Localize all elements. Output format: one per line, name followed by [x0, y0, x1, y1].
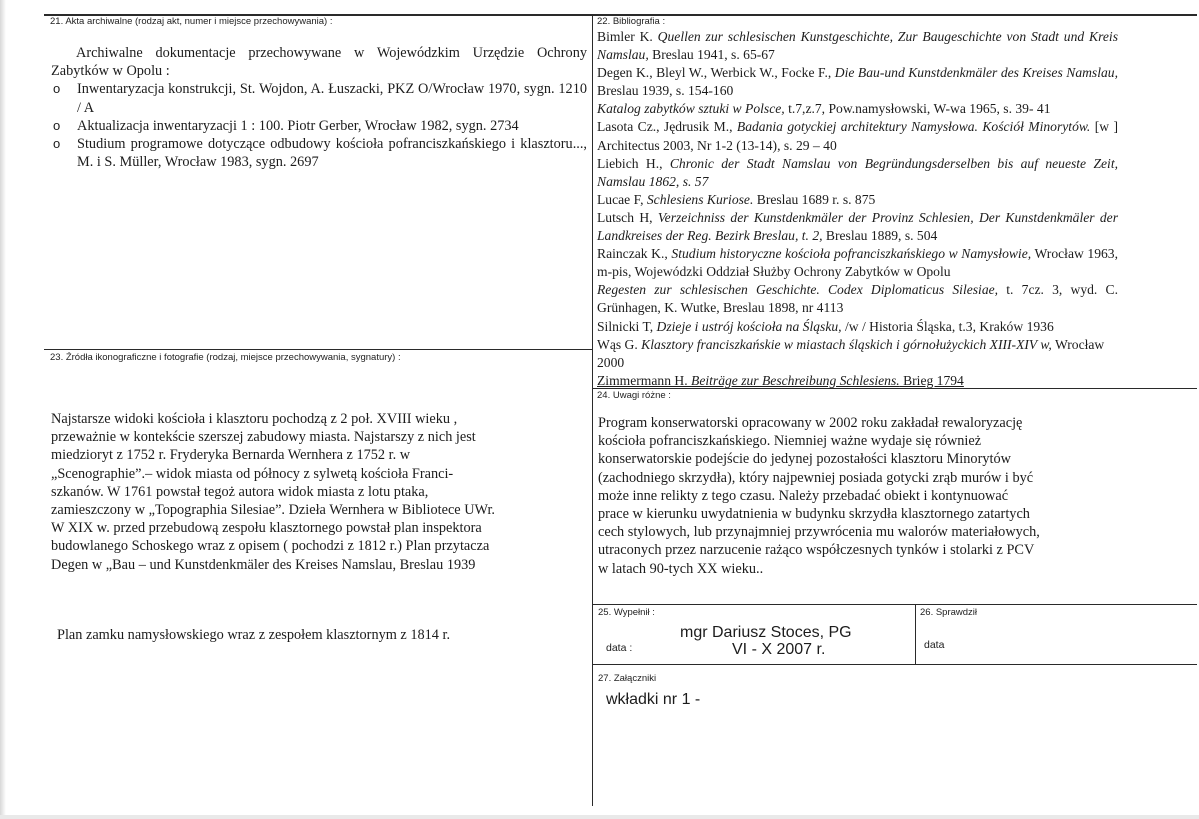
bib-rest: Breslau 1889, s. 504: [822, 228, 938, 244]
bibliography-entry: [597, 318, 1118, 336]
text-line: szkanów. W 1761 powstał tegoż autora widok miasta z lotu ptaka,: [51, 483, 429, 500]
section-25-label: 25. Wypełnił :: [598, 607, 655, 618]
bib-title: Regesten zur schlesischen Geschichte. Codex Diplomaticus Silesiae,: [597, 282, 999, 298]
section-22-label: 22. Bibliografia :: [597, 16, 666, 27]
bib-author: Lucae F,: [597, 191, 647, 207]
text-line: budowlanego Schoskego wraz z opisem ( pochodzi z 1812 r.) Plan przytacza: [51, 538, 490, 555]
bibliography-entry: [597, 209, 1118, 245]
archive-item-text: Aktualizacja inwentaryzacji 1 : 100. Piotr Gerber, Wrocław 1982, sygn. 2734: [77, 117, 519, 134]
bib-title: Quellen zur schlesischen Kunstgeschichte, Zur Baugeschichte von Stadt und Kreis Namslau,: [597, 29, 1118, 63]
section-26-label: 26. Sprawdził: [920, 607, 978, 618]
bib-rest: Wrocław 2000: [597, 336, 1105, 370]
bibliography-entry: [597, 245, 1118, 281]
text-line: Najstarsze widoki kościoła i klasztoru pochodzą z 2 poł. XVIII wieku ,: [51, 411, 458, 427]
bib-author: Degen K., Bleyl W., Werbick W., Focke F.,: [597, 65, 835, 81]
text-line: w latach 90-tych XX wieku..: [598, 560, 764, 577]
bibliography-entry: [597, 118, 1118, 154]
bib-title: Die Bau-und Kunstdenkmäler des Kreises Namslau,: [834, 65, 1118, 81]
bib-rest: Breslau 1689 r. s. 875: [753, 191, 876, 207]
text-line: „Scenographie”.– widok miasta od północy z sylwetą kościoła Franci-: [51, 465, 454, 482]
bib-rest: Brieg 1794: [899, 372, 964, 388]
bib-rest: Breslau 1941, s. 65-67: [648, 47, 775, 63]
bullet-marker: o: [53, 117, 61, 133]
bib-author: Wąs G.: [597, 336, 642, 352]
filled-by-date-label: data :: [606, 642, 633, 654]
bibliography-entry: [597, 191, 1118, 209]
divider-25-27: [593, 664, 1197, 665]
bibliography-list: [597, 28, 1118, 390]
section-21-label: 21. Akta archiwalne (rodzaj akt, numer i miejsce przechowywania) :: [50, 16, 333, 27]
attachments-value: wkładki nr 1 -: [606, 691, 701, 708]
divider-24-25: [593, 604, 1197, 605]
bib-title: Dzieje i ustrój kościoła na Śląsku,: [656, 318, 842, 334]
section-23-label: 23. Źródła ikonograficzne i fotografie (rodzaj, miejsce przechowywania, sygnatury) :: [50, 352, 401, 363]
bibliography-entry: [597, 28, 1118, 64]
text-line: konserwatorskie podejście do jedynej pozostałości klasztoru Minorytów: [598, 451, 1011, 468]
scan-edge-bottom: [0, 815, 1199, 819]
filled-by-name: mgr Dariusz Stoces, PG: [680, 624, 852, 641]
archive-item-text: Studium programowe dotyczące odbudowy kościoła pofranciszkańskiego i klasztoru..., M. i S. Müller, Wrocław 1983, sygn. 2697: [77, 136, 587, 171]
divider-21-23: [44, 349, 593, 350]
bib-author: Bimler K.: [597, 29, 658, 44]
section-27-label: 27. Załączniki: [598, 673, 657, 684]
bib-title: Studium historyczne kościoła pofranciszkańskiego w Namysłowie,: [671, 246, 1032, 262]
archive-item-text: Inwentaryzacja konstrukcji, St. Wojdon, A. Łuszacki, PKZ O/Wrocław 1970, sygn. 1210 / A: [77, 81, 587, 116]
text-line: Degen w „Bau – und Kunstdenkmäler des Kreises Namslau, Breslau 1939: [51, 556, 476, 573]
text-line: prace w kierunku uwydatnienia w budynku skrzydła klasztornego zatartych: [598, 506, 1030, 523]
bib-title: Schlesiens Kuriose.: [646, 191, 754, 207]
archive-item: [51, 135, 587, 171]
divider-25-26: [915, 604, 916, 664]
section-21-content: [51, 44, 587, 171]
text-line: utraconych przez narzucenie rażąco współczesnych tynków i stolarki z PCV: [598, 542, 1035, 559]
bib-rest: [w ] Architectus 2003, Nr 1-2 (13-14), s. 29 – 40: [597, 119, 1118, 153]
text-line: zamieszczony w „Topographia Silesiae”. Dzieła Wernhera w Bibliotece UWr.: [51, 502, 496, 519]
archive-item: [51, 117, 587, 135]
bib-rest: /w / Historia Śląska, t.3, Kraków 1936: [841, 318, 1054, 334]
bib-rest: Wrocław 1963, m-pis, Wojewódzki Oddział Służby Ochrony Zabytków w Opolu: [597, 246, 1118, 280]
section-23-content: [51, 410, 587, 574]
bib-rest: t.7,z.7, Pow.namysłowski, W-wa 1965, s. 39- 41: [784, 101, 1051, 117]
bullet-marker: o: [53, 136, 61, 152]
text-line: Program konserwatorski opracowany w 2002 roku zakładał rewaloryzację: [598, 415, 1023, 431]
text-line: kościoła pofranciszkańskiego. Niemniej ważne wydaje się również: [598, 433, 982, 450]
bib-author: Silnicki T,: [597, 318, 657, 334]
archive-intro: Archiwalne dokumentacje przechowywane w Wojewódzkim Urzędzie Ochrony Zabytków w Opolu :: [51, 45, 587, 80]
text-line: przeważnie w kontekście szerszej zabudowy miasta. Najstarszy z nich jest: [51, 429, 476, 446]
bib-title: Verzeichniss der Kunstdenkmäler der Provinz Schlesien, Der Kunstdenkmäler der Landkreises der Reg. Bezirk Breslau, t. 2,: [597, 209, 1118, 244]
section-24-label: 24. Uwagi różne :: [597, 390, 671, 401]
bibliography-entry: [597, 281, 1118, 317]
bib-author: Rainczak K.,: [597, 246, 672, 262]
scan-edge: [0, 0, 6, 819]
bibliography-entry: [597, 64, 1118, 100]
text-line: może inne relikty z tego czasu. Należy przebadać obiekt i kontynuować: [598, 487, 1009, 504]
bibliography-entry: [597, 336, 1118, 372]
bib-title: Badania gotyckiej architektury Namysłowa. Kościół Minorytów.: [736, 119, 1091, 135]
text-line: (zachodniego skrzydła), który najpewniej posiada gotycki zrąb murów i być: [598, 469, 1034, 486]
text-line: W XIX w. przed przebudową zespołu klasztornego powstał plan inspektora: [51, 520, 482, 537]
bibliography-entry: [597, 155, 1118, 191]
bib-author: Lutsch H,: [597, 209, 658, 225]
text-line: cech stylowych, lub przynajmniej przywrócenia mu walorów materiałowych,: [598, 524, 1040, 541]
filled-by-date: VI - X 2007 r.: [732, 641, 826, 658]
bib-author: Zimmermann H.: [597, 372, 692, 388]
bibliography-entry: [597, 372, 1118, 390]
bib-author: Liebich H.,: [597, 155, 670, 171]
bib-author: Lasota Cz., Jędrusik M.,: [597, 119, 737, 135]
bib-title: Beiträge zur Beschreibung Schlesiens.: [691, 372, 900, 388]
checked-by-date-label: data: [924, 639, 945, 651]
castle-plan-note: Plan zamku namysłowskiego wraz z zespołem klasztornym z 1814 r.: [57, 627, 451, 643]
bib-title: Chronic der Stadt Namslau von Begründungsderselben bis auf neueste Zeit, Namslau 1862, s. 57: [597, 155, 1118, 189]
center-divider: [592, 14, 593, 806]
archive-item: [51, 80, 587, 116]
bib-rest: t. 7cz. 3, wyd. C. Grünhagen, K. Wutke, Breslau 1898, nr 4113: [597, 282, 1118, 316]
bib-title: Klasztory franciszkańskie w miastach śląskich i górnołużyckich XIII-XIV w,: [641, 336, 1052, 352]
bib-rest: Breslau 1939, s. 154-160: [597, 83, 734, 99]
bib-title: Katalog zabytków sztuki w Polsce,: [597, 101, 785, 117]
section-24-content: [598, 414, 1128, 578]
text-line: miedzioryt z 1752 r. Fryderyka Bernarda Wernhera z 1752 r. w: [51, 447, 411, 464]
bullet-marker: o: [53, 81, 61, 97]
bibliography-entry: [597, 100, 1118, 118]
